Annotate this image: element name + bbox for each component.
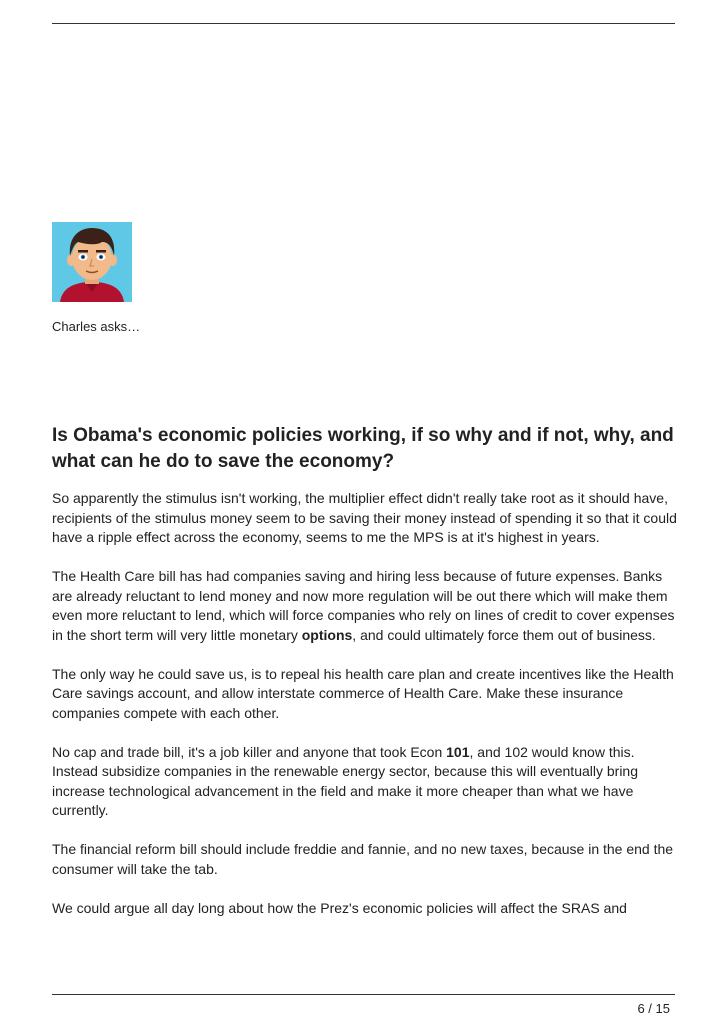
avatar [52, 222, 132, 302]
footer-rule [52, 994, 675, 995]
asker-label: Charles asks… [52, 319, 141, 334]
answer-body [52, 489, 678, 938]
paragraph: No cap and trade bill, it's a job killer and anyone that took Econ 101, and 102 would know this. Instead subsidize companies in the renewable energy sector, because this will eventually bring increase technological advancement in the field and make it more cheaper than what we have currently. [52, 743, 639, 818]
paragraph: The Health Care bill has had companies saving and hiring less because of future expenses. Banks are already reluctant to lend money and now more regulation will be out there which will make them even more reluctant to lend, which will force companies who rely on lines of credit to cover expenses in the short term will very little monetary options, and could ultimately force them out of business. [52, 568, 675, 643]
question-title: Is Obama's economic policies working, if so why and if not, why, and what can he do to save the economy? [52, 425, 674, 472]
header-rule [52, 23, 675, 24]
paragraph: So apparently the stimulus isn't working, the multiplier effect didn't really take root as it should have, recipients of the stimulus money seem to be saving their money instead of spending it so that it could have a ripple effect across the economy, seems to me the MPS is at it's highest in years. [52, 490, 677, 545]
paragraph: We could argue all day long about how the Prez's economic policies will affect the SRAS and [52, 899, 627, 916]
paragraph: The financial reform bill should include freddie and fannie, and no new taxes, because in the end the consumer will take the tab. [52, 841, 674, 877]
bold-term: 101 [446, 743, 470, 760]
bold-term: options [301, 626, 353, 643]
paragraph: The only way he could save us, is to repeal his health care plan and create incentives like the Health Care savings account, and allow interstate commerce of Health Care. Make these insurance companies compete with each other. [52, 665, 674, 721]
page-number: 6 / 15 [637, 1001, 670, 1016]
